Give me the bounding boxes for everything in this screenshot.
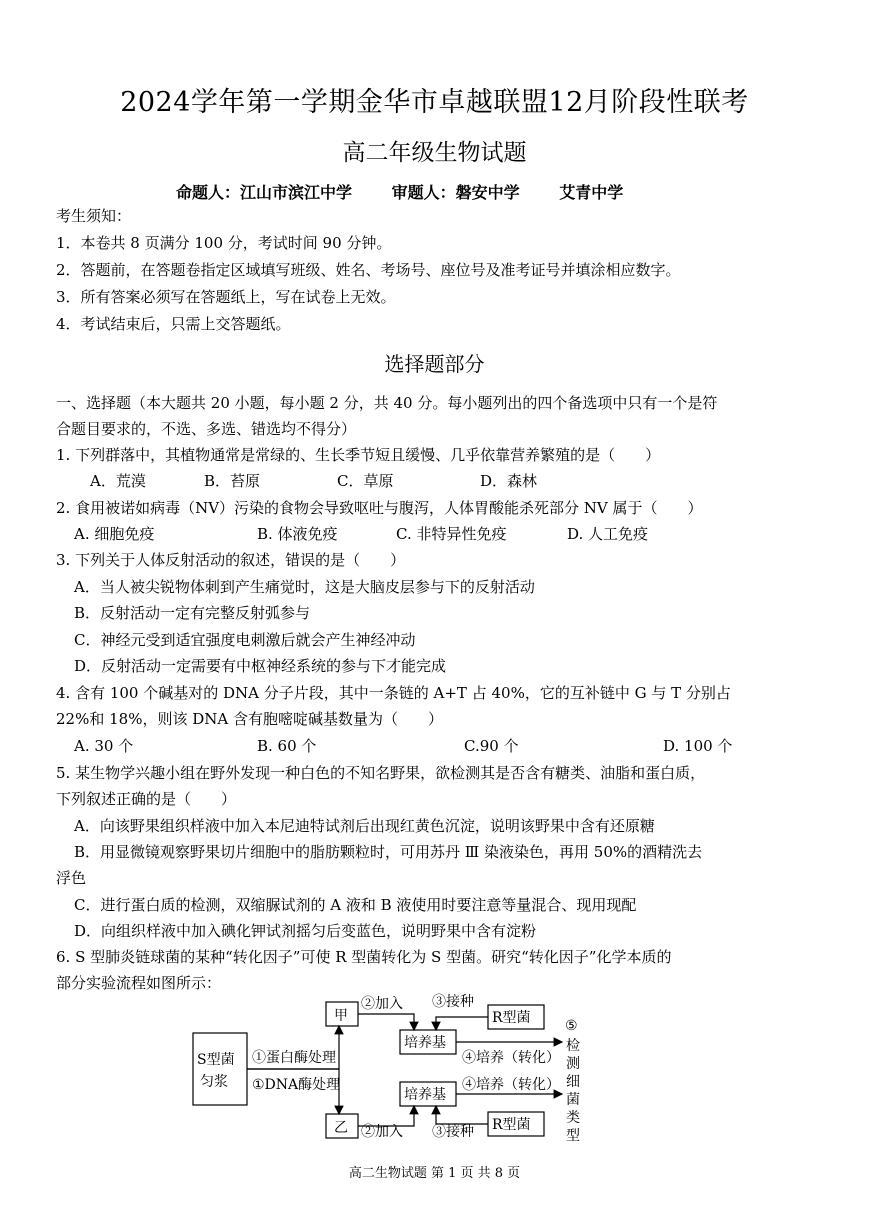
- arrow-yi-to-medium: [358, 1106, 414, 1126]
- question-1-option: D．森林: [480, 472, 538, 490]
- question-4-option: C.90 个: [464, 737, 519, 755]
- question-2-option: C. 非特异性免疫: [396, 525, 507, 543]
- question-5-option: A．向该野果组织样液中加入本尼迪特试剂后出现红黄色沉淀，说明该野果中含有还原糖: [74, 817, 655, 835]
- question-1-option: B．苔原: [204, 472, 261, 490]
- notice-item: 3．所有答案必须写在答题纸上，写在试卷上无效。: [56, 288, 396, 306]
- arrow-r-to-medium-bottom: [436, 1106, 488, 1124]
- source-label-1: S型菌: [197, 1052, 235, 1068]
- question-2-stem: 2. 食用被诺如病毒（NV）污染的食物会导致呕吐与腹泻，人体胃酸能杀死部分 NV 属于（ ）: [56, 499, 703, 517]
- source-label-2: 匀浆: [200, 1074, 228, 1090]
- section-title: 选择题部分: [384, 352, 485, 376]
- question-5-option: B．用显微镜观察野果切片细胞中的脂肪颗粒时，可用苏丹 Ⅲ 染液染色，再用 50%的酒精洗去: [74, 843, 703, 861]
- question-4-stem: 22%和 18%，则该 DNA 含有胞嘧啶碱基数量为（ ）: [56, 710, 443, 728]
- inoculate-step-top: ③接种: [432, 994, 474, 1010]
- detect-label: 检 测 细 菌 类 型: [566, 1038, 580, 1144]
- question-4-stem: 4. 含有 100 个碱基对的 DNA 分子片段，其中一条链的 A+T 占 40%，它的互补链中 G 与 T 分别占: [56, 684, 731, 702]
- page-footer: 高二生物试题 第 1 页 共 8 页: [348, 1166, 521, 1181]
- question-6-stem: 部分实验流程如图所示：: [56, 974, 222, 992]
- inoculate-step-bottom: ③接种: [432, 1124, 474, 1140]
- question-1-option: C．草原: [337, 472, 394, 490]
- question-1-stem: 1. 下列群落中，其植物通常是常绿的、生长季节短且缓慢、几乎依靠营养繁殖的是（ ）: [56, 446, 661, 464]
- yi-label: 乙: [334, 1120, 348, 1136]
- r-type-label-bottom: R型菌: [492, 1117, 531, 1133]
- protease-step: ①蛋白酶处理: [252, 1050, 336, 1066]
- question-4-option: D. 100 个: [663, 737, 733, 755]
- question-3-stem: 3. 下列关于人体反射活动的叙述，错误的是（ ）: [56, 551, 406, 569]
- exam-title: 2024学年第一学期金华市卓越联盟12月阶段性联考: [120, 87, 749, 118]
- reviewer: 审题人：磐安中学: [391, 183, 520, 202]
- question-6-stem: 6. S 型肺炎链球菌的某种“转化因子”可使 R 型菌转化为 S 型菌。研究“转化因子”化学本质的: [56, 948, 672, 966]
- question-5-option: 浮色: [56, 869, 87, 887]
- question-1-option: A．荒漠: [90, 472, 146, 490]
- question-5-stem: 5. 某生物学兴趣小组在野外发现一种白色的不知名野果，欲检测其是否含有糖类、油脂和蛋白质，: [56, 764, 706, 782]
- question-4-option: A. 30 个: [74, 737, 134, 755]
- question-3-option: A．当人被尖锐物体刺到产生痛觉时，这是大脑皮层参与下的反射活动: [74, 578, 535, 596]
- arrow-jia-to-medium: [358, 1014, 414, 1030]
- question-3-option: D．反射活动一定需要有中枢神经系统的参与下才能完成: [74, 657, 447, 675]
- question-2-option: B. 体液免疫: [257, 525, 338, 543]
- jia-label: 甲: [334, 1008, 348, 1024]
- add-step-bottom: ②加入: [361, 1124, 403, 1140]
- question-4-option: B. 60 个: [257, 737, 317, 755]
- detect-step-number: ⑤: [565, 1018, 578, 1034]
- setter: 命题人：江山市滨江中学: [176, 183, 353, 202]
- culture-step-top: ④培养（转化）: [462, 1050, 560, 1066]
- question-3-option: C．神经元受到适宜强度电刺激后就会产生神经冲动: [74, 631, 416, 649]
- notice-item: 1．本卷共 8 页满分 100 分，考试时间 90 分钟。: [56, 234, 392, 252]
- instructions-line: 一、选择题（本大题共 20 小题，每小题 2 分，共 40 分。每小题列出的四个备选项中只有一个是符: [56, 394, 718, 412]
- r-type-label-top: R型菌: [492, 1010, 531, 1026]
- culture-step-bottom: ④培养（转化）: [462, 1077, 560, 1093]
- arrow-r-to-medium-top: [436, 1017, 488, 1030]
- question-3-option: B．反射活动一定有完整反射弧参与: [74, 604, 311, 622]
- question-2-option: D. 人工免疫: [567, 525, 649, 543]
- add-step-top: ②加入: [361, 996, 403, 1012]
- notice-item: 2．答题前，在答题卷指定区域填写班级、姓名、考场号、座位号及准考证号并填涂相应数字。: [56, 261, 681, 279]
- dnase-step: ①DNA酶处理: [252, 1077, 341, 1093]
- medium-label-bottom: 培养基: [404, 1087, 446, 1103]
- question-5-stem: 下列叙述正确的是（ ）: [56, 790, 237, 808]
- instructions-line: 合题目要求的，不选、多选、错选均不得分）: [56, 420, 357, 438]
- reviewer2: 艾青中学: [559, 183, 624, 202]
- notice-heading: 考生须知：: [56, 207, 132, 225]
- medium-label-top: 培养基: [404, 1035, 446, 1051]
- question-5-option: C．进行蛋白质的检测，双缩脲试剂的 A 液和 B 液使用时要注意等量混合、现用现配: [74, 896, 637, 914]
- question-5-option: D．向组织样液中加入碘化钾试剂摇匀后变蓝色，说明野果中含有淀粉: [74, 922, 537, 940]
- s-homogenate-box: [193, 1033, 247, 1105]
- notice-item: 4．考试结束后，只需上交答题纸。: [56, 315, 291, 333]
- exam-subtitle: 高二年级生物试题: [342, 140, 527, 166]
- question-2-option: A. 细胞免疫: [74, 525, 155, 543]
